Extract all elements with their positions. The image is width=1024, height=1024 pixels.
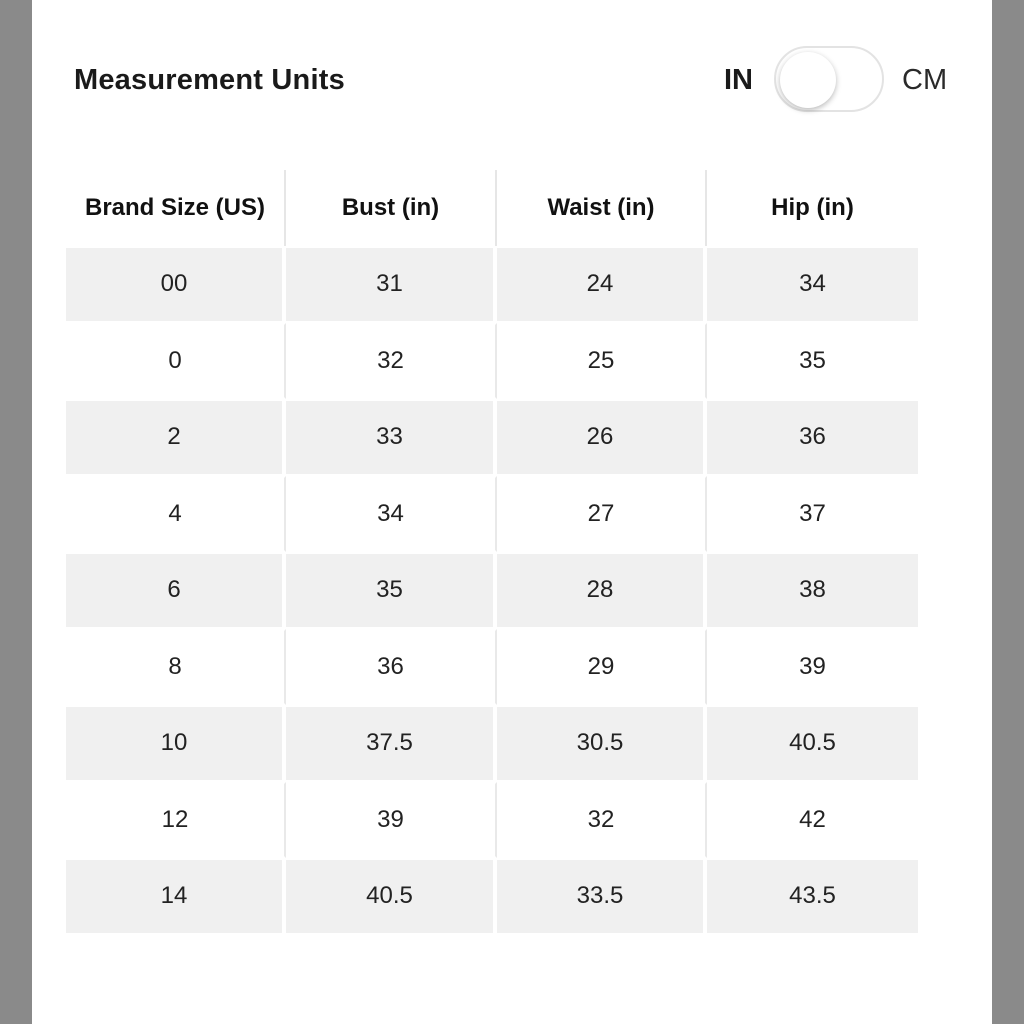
cell-waist: 26 — [497, 399, 707, 476]
cell-bust: 31 — [286, 246, 497, 323]
unit-label-cm[interactable]: CM — [902, 64, 948, 96]
table-row — [66, 629, 918, 706]
units-header — [32, 0, 992, 160]
table-row — [66, 552, 918, 629]
cell-hip: 34 — [707, 246, 918, 323]
cell-brand-size: 0 — [66, 323, 286, 400]
cell-bust: 37.5 — [286, 705, 497, 782]
cell-waist: 24 — [497, 246, 707, 323]
cell-bust: 40.5 — [286, 858, 497, 935]
cell-hip: 40.5 — [707, 705, 918, 782]
cell-waist: 25 — [497, 323, 707, 400]
cell-waist: 30.5 — [497, 705, 707, 782]
page-title: Measurement Units — [74, 64, 345, 96]
cell-hip: 38 — [707, 552, 918, 629]
cell-waist: 27 — [497, 476, 707, 553]
cell-bust: 36 — [286, 629, 497, 706]
table-row — [66, 858, 918, 935]
table-row — [66, 782, 918, 859]
cell-bust: 34 — [286, 476, 497, 553]
cell-bust: 33 — [286, 399, 497, 476]
cell-brand-size: 2 — [66, 399, 286, 476]
cell-brand-size: 10 — [66, 705, 286, 782]
cell-hip: 36 — [707, 399, 918, 476]
cell-waist: 33.5 — [497, 858, 707, 935]
column-header-hip: Hip (in) — [771, 194, 854, 221]
column-header-bust: Bust (in) — [286, 170, 497, 246]
cell-waist: 28 — [497, 552, 707, 629]
cell-waist: 32 — [497, 782, 707, 859]
table-row — [66, 399, 918, 476]
cell-waist: 29 — [497, 629, 707, 706]
cell-hip: 35 — [707, 323, 918, 400]
unit-label-in[interactable]: IN — [724, 64, 753, 96]
cell-hip: 43.5 — [707, 858, 918, 935]
table-header-row — [66, 170, 918, 246]
cell-hip: 37 — [707, 476, 918, 553]
cell-brand-size: 8 — [66, 629, 286, 706]
cell-brand-size: 12 — [66, 782, 286, 859]
size-table — [66, 170, 918, 935]
toggle-knob[interactable] — [780, 52, 836, 108]
table-row — [66, 476, 918, 553]
cell-bust: 39 — [286, 782, 497, 859]
table-row — [66, 705, 918, 782]
cell-bust: 35 — [286, 552, 497, 629]
unit-toggle[interactable] — [774, 46, 884, 112]
column-header-waist: Waist (in) — [497, 170, 707, 246]
cell-brand-size: 14 — [66, 858, 286, 935]
cell-brand-size: 6 — [66, 552, 286, 629]
cell-bust: 32 — [286, 323, 497, 400]
cell-hip: 42 — [707, 782, 918, 859]
size-chart-panel — [32, 0, 992, 1024]
column-header-brand-size: Brand Size (US) — [66, 170, 286, 246]
table-row — [66, 246, 918, 323]
cell-brand-size: 4 — [66, 476, 286, 553]
cell-brand-size: 00 — [66, 246, 286, 323]
table-row — [66, 323, 918, 400]
cell-hip: 39 — [707, 629, 918, 706]
